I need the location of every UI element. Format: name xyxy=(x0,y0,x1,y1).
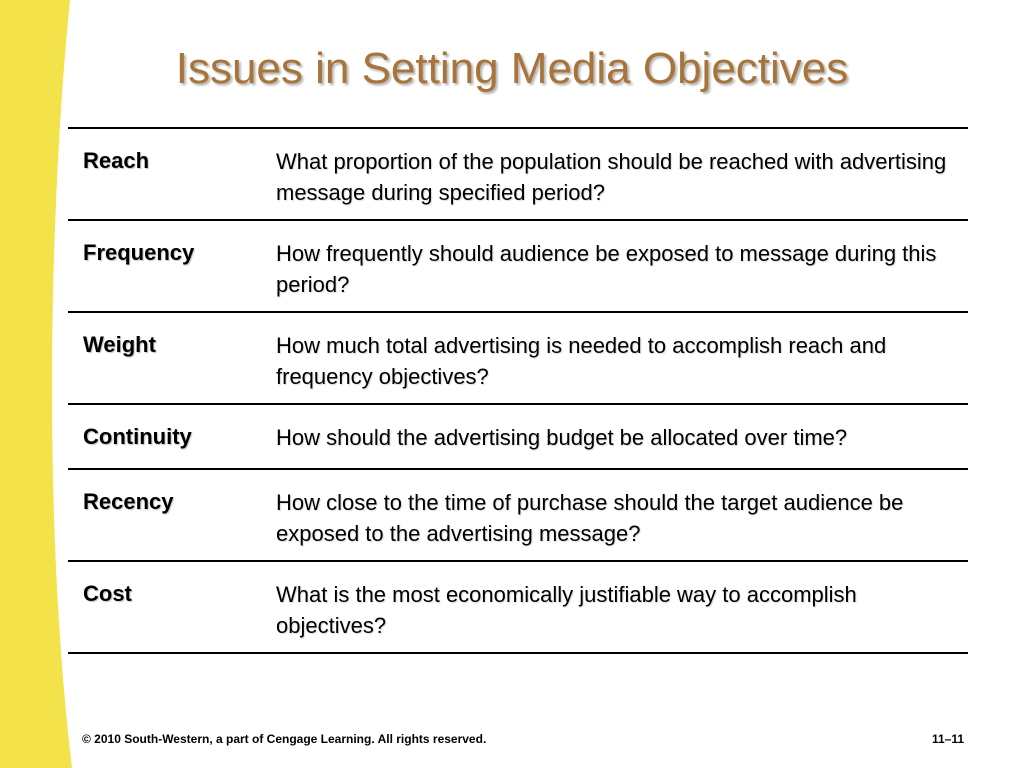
slide-title: Issues in Setting Media Objectives xyxy=(175,44,849,93)
page-number: 11–11 xyxy=(931,732,964,746)
row-description: What proportion of the population should be reached with advertising message during specified period? xyxy=(276,149,947,205)
table-row xyxy=(68,221,968,313)
row-term: Weight xyxy=(83,332,156,357)
row-description: How frequently should audience be exposed to message during this period? xyxy=(276,241,937,297)
row-term: Reach xyxy=(83,148,150,173)
table-row xyxy=(68,313,968,405)
row-term: Cost xyxy=(83,581,132,606)
row-description: What is the most economically justifiable way to accomplish objectives? xyxy=(276,582,857,638)
table-row xyxy=(68,405,968,470)
table-row xyxy=(68,562,968,654)
row-description: How close to the time of purchase should the target audience be exposed to the advertising message? xyxy=(276,490,904,546)
row-term: Recency xyxy=(83,489,174,514)
row-description: How should the advertising budget be allocated over time? xyxy=(276,425,848,450)
row-description: How much total advertising is needed to accomplish reach and frequency objectives? xyxy=(276,333,887,389)
row-term: Continuity xyxy=(83,424,192,449)
copyright-notice: © 2010 South-Western, a part of Cengage Learning. All rights reserved. xyxy=(82,732,487,746)
row-term: Frequency xyxy=(83,240,195,265)
objectives-table xyxy=(68,127,968,654)
table-row xyxy=(68,129,968,221)
table-row xyxy=(68,470,968,562)
